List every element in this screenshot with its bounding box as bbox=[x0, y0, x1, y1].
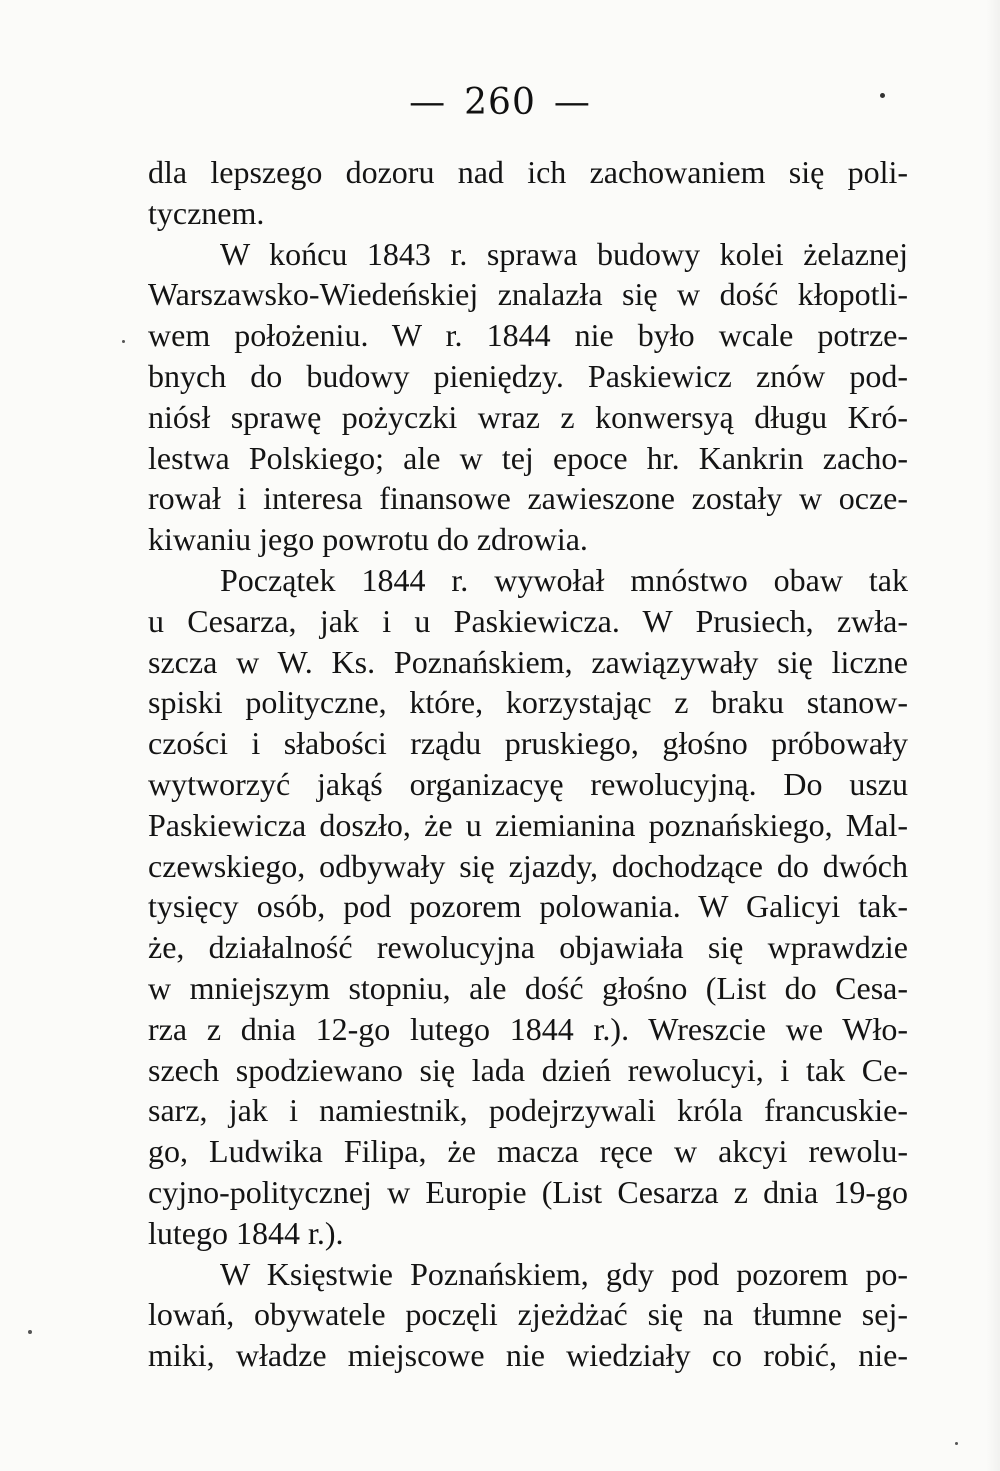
ink-speck bbox=[122, 340, 125, 343]
text-line: niósł sprawę pożyczki wraz z konwersyą długu Kró- bbox=[148, 398, 908, 435]
text-line: rza z dnia 12-go lutego 1844 r.). Wreszcie we Wło- bbox=[148, 1010, 908, 1047]
page-header bbox=[0, 82, 1000, 123]
header-dash-left: — bbox=[409, 82, 447, 123]
ink-speck bbox=[28, 1330, 32, 1334]
text-line: lowań, obywatele poczęli zjeżdżać się na tłumne sej- bbox=[148, 1296, 908, 1333]
header-dash-right: — bbox=[553, 82, 591, 123]
text-line: w mniejszym stopniu, ale dość głośno (List do Cesa- bbox=[148, 969, 908, 1006]
text-line: miki, władze miejscowe nie wiedziały co robić, nie- bbox=[148, 1337, 908, 1374]
text-line: lestwa Polskiego; ale w tej epoce hr. Kankrin zacho- bbox=[148, 439, 908, 476]
text-line: bnych do budowy pieniędzy. Paskiewicz znów pod- bbox=[148, 357, 908, 394]
text-line: tysięcy osób, pod pozorem polowania. W Galicyi tak- bbox=[148, 888, 908, 925]
text-line: czewskiego, odbywały się zjazdy, dochodzące do dwóch bbox=[148, 847, 908, 884]
page-number: 260 bbox=[464, 82, 536, 123]
text-line: rował i interesa finansowe zawieszone zostały w ocze- bbox=[148, 480, 908, 517]
text-line: u Cesarza, jak i u Paskiewicza. W Prusiech, zwła- bbox=[148, 602, 908, 639]
text-line: lutego 1844 r.). bbox=[148, 1214, 344, 1251]
page-edge-shadow bbox=[986, 0, 1000, 1471]
text-line: go, Ludwika Filipa, że macza ręce w akcyi rewolu- bbox=[148, 1133, 908, 1170]
text-line: Warszawsko-Wiedeńskiej znalazła się w dość kłopotli- bbox=[148, 276, 908, 313]
text-line: że, działalność rewolucyjna objawiała się wprawdzie bbox=[148, 929, 908, 966]
text-line: wytworzyć jakąś organizacyę rewolucyjną. Do uszu bbox=[148, 765, 908, 802]
text-line: szech spodziewano się lada dzień rewolucyi, i tak Ce- bbox=[148, 1051, 908, 1088]
text-line: spiski polityczne, które, korzystając z braku stanow- bbox=[148, 684, 908, 721]
text-line: kiwaniu jego powrotu do zdrowia. bbox=[148, 521, 588, 558]
text-line: cyjno-politycznej w Europie (List Cesarza z dnia 19-go bbox=[148, 1173, 908, 1210]
ink-dot bbox=[880, 93, 885, 98]
text-line: W końcu 1843 r. sprawa budowy kolei żelaznej bbox=[220, 235, 908, 272]
text-line: czości i słabości rządu pruskiego, głośno próbowały bbox=[148, 725, 908, 762]
text-line: szcza w W. Ks. Poznańskiem, zawiązywały się liczne bbox=[148, 643, 908, 680]
text-line: tycznem. bbox=[148, 194, 265, 231]
body-text bbox=[148, 152, 908, 1376]
text-line: wem położeniu. W r. 1844 nie było wcale potrze- bbox=[148, 317, 908, 354]
text-line: dla lepszego dozoru nad ich zachowaniem się poli- bbox=[148, 154, 908, 190]
text-line: Paskiewicza doszło, że u ziemianina poznańskiego, Mal- bbox=[148, 806, 908, 843]
ink-speck bbox=[955, 1442, 958, 1445]
text-line: Początek 1844 r. wywołał mnóstwo obaw tak bbox=[220, 561, 908, 598]
text-line: W Księstwie Poznańskiem, gdy pod pozorem po- bbox=[220, 1255, 908, 1292]
text-line: sarz, jak i namiestnik, podejrzywali króla francuskie- bbox=[148, 1092, 908, 1129]
